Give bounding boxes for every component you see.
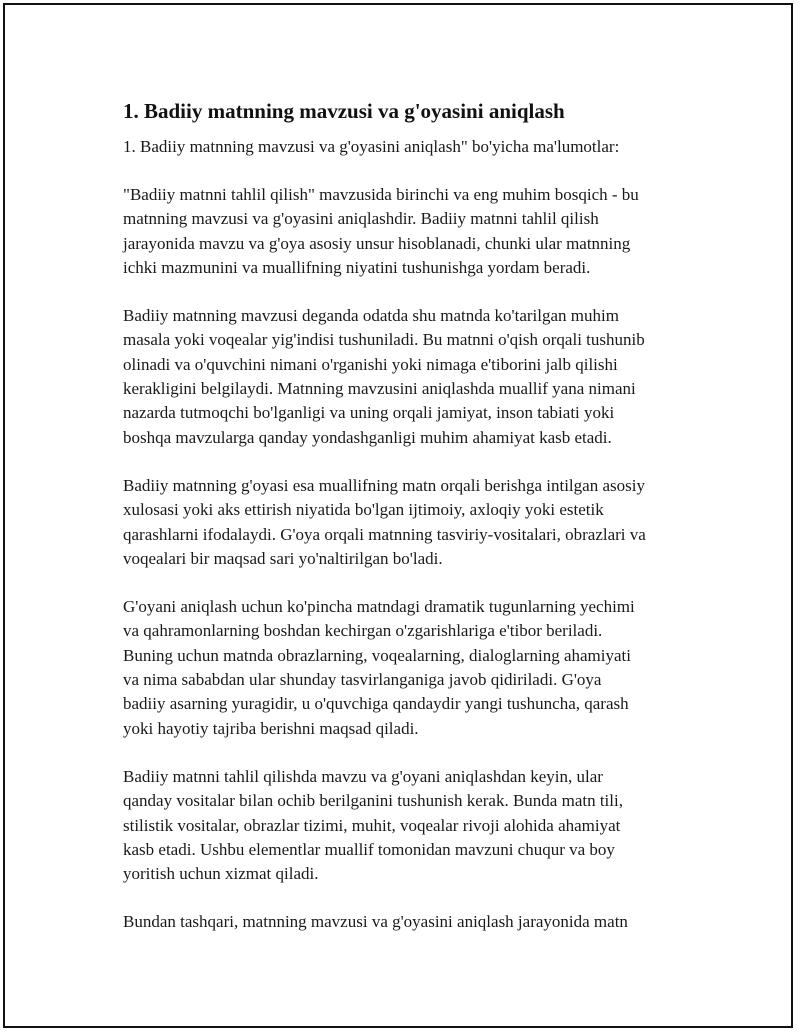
paragraph xyxy=(123,910,703,934)
text-line: stilistik vositalar, obrazlar tizimi, muhit, voqealar rivoji alohida ahamiyat xyxy=(123,815,621,835)
document-title: 1. Badiiy matnning mavzusi va g'oyasini aniqlash xyxy=(123,99,565,123)
text-line: jarayonida mavzu va g'oya asosiy unsur hisoblanadi, chunki ular matnning xyxy=(123,233,631,253)
paragraph xyxy=(123,765,703,886)
text-line: Buning uchun matnda obrazlarning, voqealarning, dialoglarning ahamiyati xyxy=(123,645,631,665)
paragraph xyxy=(123,183,703,280)
text-line: yoki hayotiy tajriba berishni maqsad qiladi. xyxy=(123,718,419,738)
document-body xyxy=(123,97,703,959)
text-line: masala yoki voqealar yig'indisi tushuniladi. Bu matnni o'qish orqali tushunib xyxy=(123,330,645,350)
text-line: va nima sababdan ular shunday tasvirlanganiga javob qidiriladi. G'oya xyxy=(123,670,602,690)
intro-line: 1. Badiiy matnning mavzusi va g'oyasini aniqlash" bo'yicha ma'lumotlar: xyxy=(123,137,620,156)
text-line: xulosasi yoki aks ettirish niyatida bo'lgan ijtimoiy, axloqiy yoki estetik xyxy=(123,500,604,520)
paragraph xyxy=(123,474,703,571)
text-line: kasb etadi. Ushbu elementlar muallif tomonidan mavzuni chuqur va boy xyxy=(123,839,615,859)
text-line: qanday vositalar bilan ochib berilganini tushunish kerak. Bunda matn tili, xyxy=(123,791,623,811)
paragraph xyxy=(123,304,703,450)
paragraph xyxy=(123,595,703,741)
text-line: boshqa mavzularga qanday yondashganligi muhim ahamiyat kasb etadi. xyxy=(123,427,612,447)
text-line: nazarda tutmoqchi bo'lganligi va uning orqali jamiyat, inson tabiati yoki xyxy=(123,403,615,423)
text-line: Badiiy matnning g'oyasi esa muallifning matn orqali berishga intilgan asosiy xyxy=(123,475,645,495)
text-line: Badiiy matnni tahlil qilishda mavzu va g'oyani aniqlashdan keyin, ular xyxy=(123,766,603,786)
page-frame xyxy=(3,3,793,1028)
text-line: badiiy asarning yuragidir, u o'quvchiga qandaydir yangi tushuncha, qarash xyxy=(123,694,629,714)
text-line: Badiiy matnning mavzusi deganda odatda shu matnda ko'tarilgan muhim xyxy=(123,306,619,326)
text-line: "Badiiy matnni tahlil qilish" mavzusida birinchi va eng muhim bosqich - bu xyxy=(123,185,639,204)
text-line: Bundan tashqari, matnning mavzusi va g'oyasini aniqlash jarayonida matn xyxy=(123,912,628,932)
text-line: yoritish uchun xizmat qiladi. xyxy=(123,864,319,884)
text-line: kerakligini belgilaydi. Matnning mavzusini aniqlashda muallif yana nimani xyxy=(123,379,636,399)
paragraph-list xyxy=(123,183,703,935)
text-line: qarashlarni ifodalaydi. G'oya orqali matnning tasviriy-vositalari, obrazlari va xyxy=(123,524,646,544)
text-line: ichki mazmunini va muallifning niyatini tushunishga yordam beradi. xyxy=(123,257,591,277)
text-line: G'oyani aniqlash uchun ko'pincha matndagi dramatik tugunlarning yechimi xyxy=(123,597,635,617)
text-line: olinadi va o'quvchini nimani o'rganishi yoki nimaga e'tiborini jalb qilishi xyxy=(123,354,618,374)
text-line: voqealari bir maqsad sari yo'naltirilgan bo'ladi. xyxy=(123,548,443,568)
text-line: va qahramonlarning boshdan kechirgan o'zgarishlariga e'tibor beriladi. xyxy=(123,621,603,641)
text-line: matnning mavzusi va g'oyasini aniqlashdir. Badiiy matnni tahlil qilish xyxy=(123,209,599,229)
